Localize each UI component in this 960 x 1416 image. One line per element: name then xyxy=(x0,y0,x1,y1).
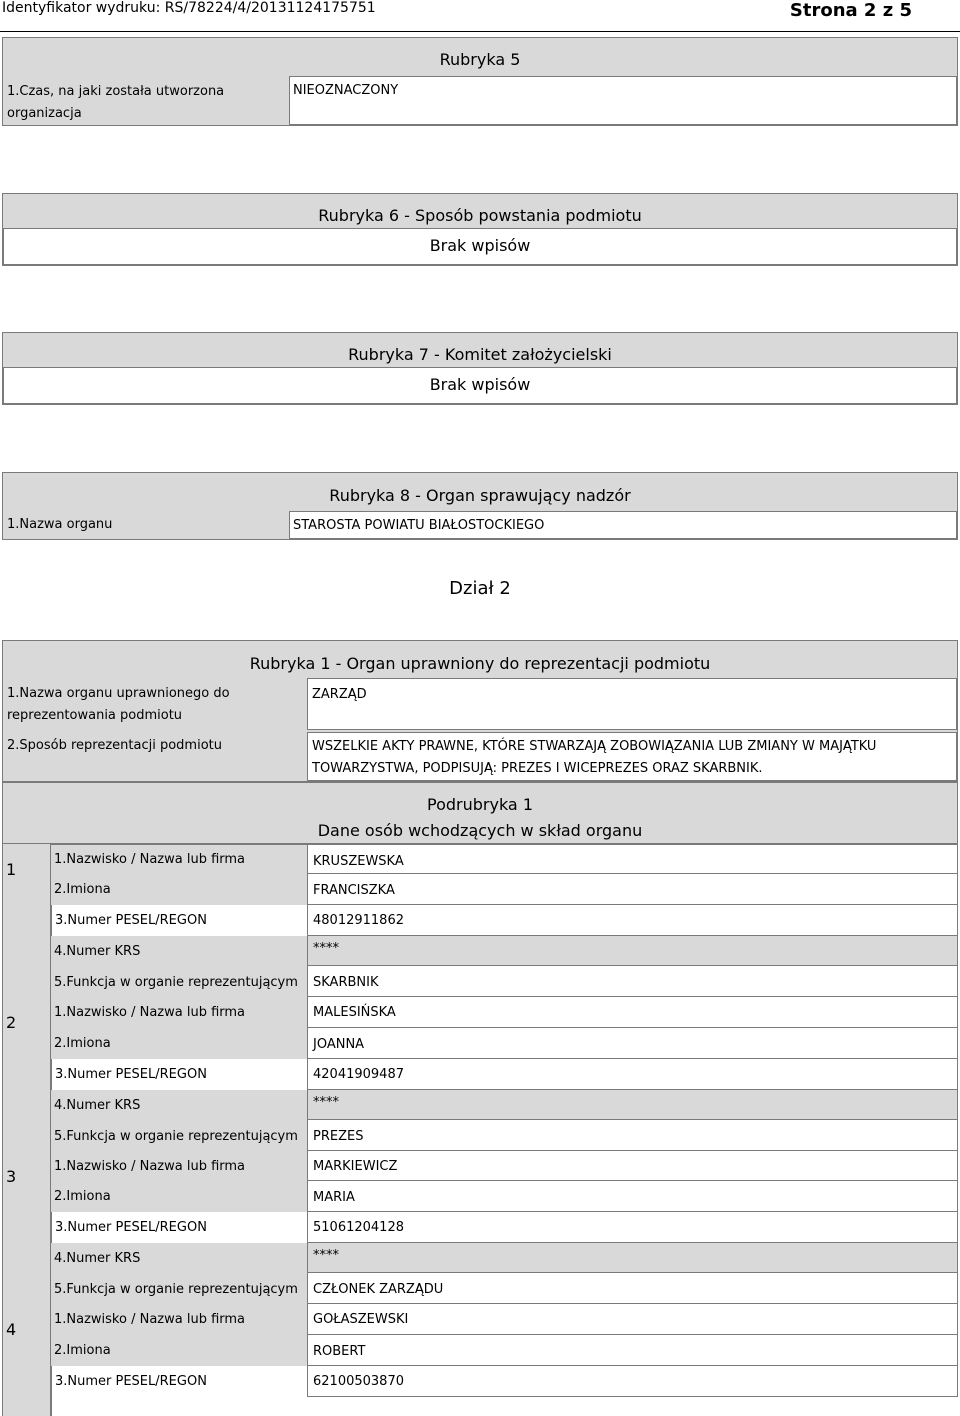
surname-label: 1.Nazwisko / Nazwa lub firma xyxy=(51,997,307,1028)
krs-label: 4.Numer KRS xyxy=(51,1243,307,1273)
surname-value: MARKIEWICZ xyxy=(307,1151,958,1181)
rubryka5-value-cell xyxy=(289,76,957,125)
podrubryka-title: Podrubryka 1 xyxy=(427,795,533,814)
person-number: 3 xyxy=(6,1167,17,1186)
pesel-value: 51061204128 xyxy=(307,1212,958,1243)
d2r1-label1: 1.Nazwa organu uprawnionego do reprezentowania podmiotu xyxy=(7,686,230,723)
rubryka6-value-cell xyxy=(3,228,957,265)
surname-value: MALESIŃSKA xyxy=(307,997,958,1028)
d2r1-title: Rubryka 1 - Organ uprawniony do reprezentacji podmiotu xyxy=(249,654,711,673)
rubryka5-title: Rubryka 5 xyxy=(439,50,521,69)
krs-value: **** xyxy=(307,936,958,966)
pesel-label: 3.Numer PESEL/REGON xyxy=(51,1366,307,1397)
pesel-value: 42041909487 xyxy=(307,1059,958,1090)
function-value: SKARBNIK xyxy=(307,966,958,997)
names-label: 2.Imiona xyxy=(51,1181,307,1212)
rubryka5-section xyxy=(2,37,958,126)
person-block xyxy=(51,1304,958,1416)
pesel-label: 3.Numer PESEL/REGON xyxy=(51,1212,307,1243)
function-label: 5.Funkcja w organie reprezentującym xyxy=(51,966,307,997)
surname-value: GOŁASZEWSKI xyxy=(307,1304,958,1335)
krs-value: **** xyxy=(307,1243,958,1273)
d2r1-value2: WSZELKIE AKTY PRAWNE, KTÓRE STWARZAJĄ ZOBOWIĄZANIA LUB ZMIANY W MAJĄTKU TOWARZYSTWA, PODPISUJĄ: PREZES I WICEPREZES ORAZ SKARBNIK. xyxy=(312,739,877,776)
rubryka8-value: STAROSTA POWIATU BIAŁOSTOCKIEGO xyxy=(293,518,545,533)
surname-value: KRUSZEWSKA xyxy=(307,844,958,874)
function-value: CZŁONEK ZARZĄDU xyxy=(307,1273,958,1304)
d2r1-section xyxy=(2,640,958,782)
rubryka8-label: 1.Nazwa organu xyxy=(7,517,113,532)
krs-label: 4.Numer KRS xyxy=(51,936,307,966)
names-value: ROBERT xyxy=(307,1335,958,1366)
krs-value: **** xyxy=(307,1090,958,1120)
person-block xyxy=(51,844,958,997)
person-block xyxy=(51,1151,958,1304)
page-number: Strona 2 z 5 xyxy=(789,0,912,21)
names-value: JOANNA xyxy=(307,1028,958,1059)
krs-label: 4.Numer KRS xyxy=(51,1090,307,1120)
rubryka8-title: Rubryka 8 - Organ sprawujący nadzór xyxy=(329,486,631,505)
rubryka5-label: 1.Czas, na jaki została utworzona organizacja xyxy=(7,84,225,121)
person-number: 4 xyxy=(6,1320,17,1339)
names-value: FRANCISZKA xyxy=(307,874,958,905)
persons-table xyxy=(2,844,958,1416)
names-label: 2.Imiona xyxy=(51,1028,307,1059)
print-identifier: Identyfikator wydruku: RS/78224/4/20131124175751 xyxy=(2,0,376,16)
podrubryka-subtitle: Dane osób wchodzących w skład organu xyxy=(317,821,643,840)
podrubryka-header xyxy=(2,782,958,844)
person-number: 2 xyxy=(6,1013,17,1032)
rubryka5-value: NIEOZNACZONY xyxy=(293,83,399,98)
function-label: 5.Funkcja w organie reprezentującym xyxy=(51,1273,307,1304)
pesel-label: 3.Numer PESEL/REGON xyxy=(51,1059,307,1090)
surname-label: 1.Nazwisko / Nazwa lub firma xyxy=(51,844,307,874)
d2r1-value1-cell xyxy=(307,678,957,730)
function-label: 5.Funkcja w organie reprezentującym xyxy=(51,1120,307,1151)
rubryka7-value-cell xyxy=(3,367,957,404)
rubryka7-section xyxy=(2,332,958,405)
surname-label: 1.Nazwisko / Nazwa lub firma xyxy=(51,1151,307,1181)
rubryka7-value: Brak wpisów xyxy=(429,375,531,394)
pesel-value: 48012911862 xyxy=(307,905,958,936)
rubryka8-section xyxy=(2,472,958,540)
header-divider xyxy=(0,31,960,32)
rubryka6-section xyxy=(2,193,958,266)
rubryka6-title: Rubryka 6 - Sposób powstania podmiotu xyxy=(318,206,642,225)
names-label: 2.Imiona xyxy=(51,1335,307,1366)
d2r1-label2: 2.Sposób reprezentacji podmiotu xyxy=(7,738,222,753)
person-number: 1 xyxy=(6,860,17,879)
rubryka8-value-cell xyxy=(289,511,957,539)
names-value: MARIA xyxy=(307,1181,958,1212)
rubryka6-value: Brak wpisów xyxy=(429,236,531,255)
function-value: PREZES xyxy=(307,1120,958,1151)
names-label: 2.Imiona xyxy=(51,874,307,905)
rubryka7-title: Rubryka 7 - Komitet założycielski xyxy=(348,345,612,364)
continuation-area xyxy=(51,1397,958,1416)
d2r1-value1: ZARZĄD xyxy=(312,687,367,702)
pesel-value: 62100503870 xyxy=(307,1366,958,1397)
d2r1-value2-cell xyxy=(307,732,957,781)
person-block xyxy=(51,997,958,1151)
section-heading: Dział 2 xyxy=(449,578,511,599)
pesel-label: 3.Numer PESEL/REGON xyxy=(51,905,307,936)
surname-label: 1.Nazwisko / Nazwa lub firma xyxy=(51,1304,307,1335)
